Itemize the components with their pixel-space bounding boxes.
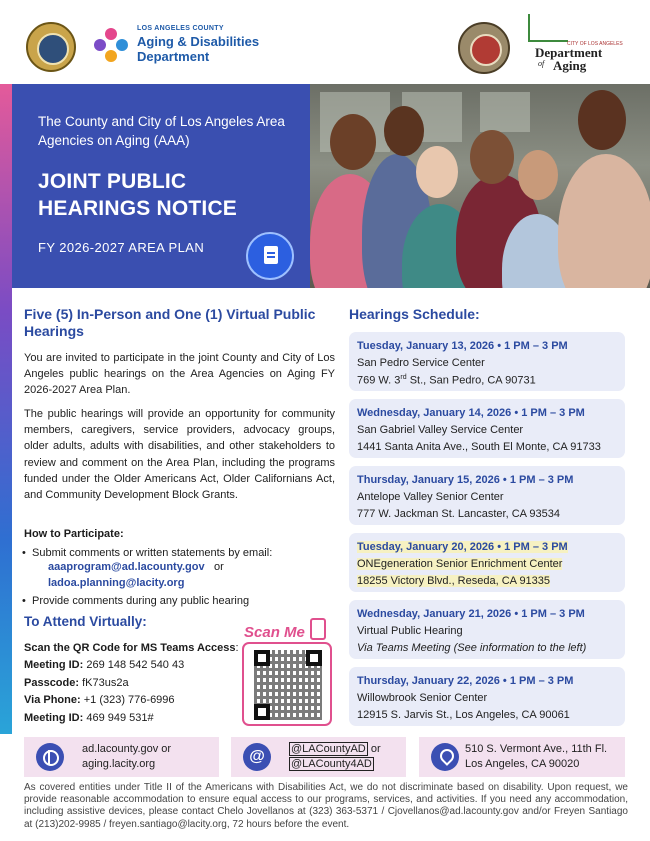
hero-plan-label: FY 2026-2027 AREA PLAN bbox=[38, 240, 205, 255]
ad-logo-county: LOS ANGELES COUNTY bbox=[137, 25, 224, 32]
gradient-accent-bar bbox=[0, 84, 12, 734]
ad-flower-logo-icon bbox=[94, 28, 128, 62]
scan-me-label: Scan Me bbox=[244, 624, 305, 641]
email-link-city[interactable]: ladoa.planning@lacity.org bbox=[48, 577, 185, 589]
passcode-row: Passcode: fK73us2a bbox=[24, 677, 129, 689]
email-or-text: or bbox=[214, 561, 224, 573]
intro-paragraph-2: The public hearings will provide an opportunity for community members, caregivers, service providers, advocacy groups, older adults, adults with disabilities, and other stakeholders to review and comment on the Area Plan, including the programs funded under the Older Americans Act, Older Californians Act, and Community Development Block Grants. bbox=[24, 408, 335, 502]
location-pin-icon bbox=[431, 743, 459, 771]
hearing-venue: Virtual Public Hearing bbox=[357, 625, 463, 637]
hearing-card-1 bbox=[349, 332, 625, 391]
hearing-card-4 bbox=[349, 533, 625, 592]
participate-bullet-hearing: • Provide comments during any public hearing bbox=[32, 593, 332, 609]
social-contact bbox=[231, 737, 406, 777]
globe-icon bbox=[36, 743, 64, 771]
at-sign-icon: @ bbox=[243, 743, 271, 771]
phone-icon bbox=[310, 618, 326, 640]
county-seal-logo bbox=[26, 22, 76, 72]
doa-logo-of: of bbox=[538, 59, 545, 68]
ad-logo-name: Aging & Disabilities bbox=[137, 34, 260, 49]
hearing-venue: ONEgeneration Senior Enrichment Center bbox=[357, 558, 563, 570]
meeting-id-row: Meeting ID: 269 148 542 540 43 bbox=[24, 659, 185, 671]
qr-finder bbox=[254, 704, 270, 720]
hearing-address: 18255 Victory Blvd., Reseda, CA 91335 bbox=[357, 575, 551, 587]
hearing-venue: Antelope Valley Senior Center bbox=[357, 491, 504, 503]
hearing-card-2 bbox=[349, 399, 625, 458]
city-seal-logo bbox=[458, 22, 510, 74]
city-skyline-icon bbox=[528, 14, 568, 42]
hero-banner bbox=[12, 84, 310, 288]
hearing-address: 1441 Santa Anita Ave., South El Monte, CA 91733 bbox=[357, 441, 601, 453]
hearing-date: Tuesday, January 20, 2026 • 1 PM – 3 PM bbox=[357, 541, 568, 553]
hearing-venue: San Gabriel Valley Service Center bbox=[357, 424, 524, 436]
hearing-address: 12915 S. Jarvis St., Los Angeles, CA 90061 bbox=[357, 709, 570, 721]
hearing-venue: Willowbrook Senior Center bbox=[357, 692, 488, 704]
website-links[interactable]: ad.lacounty.gov or aging.lacity.org bbox=[82, 743, 172, 770]
how-to-participate-heading: How to Participate: bbox=[24, 528, 124, 540]
hearing-date: Thursday, January 22, 2026 • 1 PM – 3 PM bbox=[357, 675, 574, 687]
qr-finder bbox=[306, 650, 322, 666]
schedule-heading: Hearings Schedule: bbox=[349, 306, 480, 322]
hero-title: JOINT PUBLIC HEARINGS NOTICE bbox=[38, 170, 238, 220]
ad-logo-department: Department bbox=[137, 49, 210, 64]
email-link-county[interactable]: aaaprogram@ad.lacounty.gov bbox=[48, 561, 205, 573]
meeting-id-phone-row: Meeting ID: 469 949 531# bbox=[24, 712, 154, 724]
hearing-venue: San Pedro Service Center bbox=[357, 357, 485, 369]
hearing-date: Tuesday, January 13, 2026 • 1 PM – 3 PM bbox=[357, 340, 568, 352]
intro-paragraph-1: You are invited to participate in the joint County and City of Los Angeles public hearings on the Area Agencies on Aging FY 2026-2027 Area Plan. bbox=[24, 352, 335, 397]
participate-bullet-email: • Submit comments or written statements by email: bbox=[32, 545, 332, 561]
doa-logo-city: CITY OF LOS ANGELES bbox=[567, 41, 623, 47]
social-handles[interactable]: @LACountyAD or @LACounty4AD bbox=[291, 743, 381, 770]
hearing-card-3 bbox=[349, 466, 625, 525]
hearing-date: Thursday, January 15, 2026 • 1 PM – 3 PM bbox=[357, 474, 574, 486]
hearing-address: 777 W. Jackman St. Lancaster, CA 93534 bbox=[357, 508, 561, 520]
hearing-card-5 bbox=[349, 600, 625, 659]
phone-row: Via Phone: +1 (323) 776-6996 bbox=[24, 694, 175, 706]
hearing-date: Wednesday, January 14, 2026 • 1 PM – 3 PM bbox=[357, 407, 585, 419]
qr-finder bbox=[254, 650, 270, 666]
group-photo bbox=[310, 84, 650, 288]
attend-virtually-heading: To Attend Virtually: bbox=[24, 614, 147, 629]
qr-instruction: Scan the QR Code for MS Teams Access: bbox=[24, 642, 239, 654]
hearing-address: Via Teams Meeting (See information to the left) bbox=[357, 642, 587, 654]
website-contact bbox=[24, 737, 219, 777]
office-address: 510 S. Vermont Ave., 11th Fl. Los Angeles, CA 90020 bbox=[465, 743, 608, 770]
intro-heading: Five (5) In-Person and One (1) Virtual Public Hearings bbox=[24, 306, 316, 339]
teams-qr-code[interactable] bbox=[242, 642, 332, 726]
document-icon bbox=[246, 232, 294, 280]
hearing-address: 769 W. 3rd St., San Pedro, CA 90731 bbox=[357, 374, 536, 387]
hearing-date: Wednesday, January 21, 2026 • 1 PM – 3 PM bbox=[357, 608, 585, 620]
doa-logo-department: Department bbox=[535, 45, 603, 60]
header bbox=[0, 0, 650, 84]
hero-subtitle: The County and City of Los Angeles Area Agencies on Aging (AAA) bbox=[38, 114, 285, 148]
hearing-card-6 bbox=[349, 667, 625, 726]
address-contact bbox=[419, 737, 625, 777]
doa-logo-aging: Aging bbox=[553, 58, 587, 73]
ada-disclaimer: As covered entities under Title II of the Americans with Disabilities Act, we do not discriminate based on disability. Upon request, we provide reasonable accommodation to ensure equal access to our programs, services, and activities. If you need any accommodation, including assistive devices, please contact Chelo Jovellanos at (323) 363-5371 / Cjovellanos@ad.lacounty.gov and/or Freyen Santiago at (213)202-9985 / freyen.santiago@lacity.org, 72 hours before the event. bbox=[24, 782, 628, 830]
